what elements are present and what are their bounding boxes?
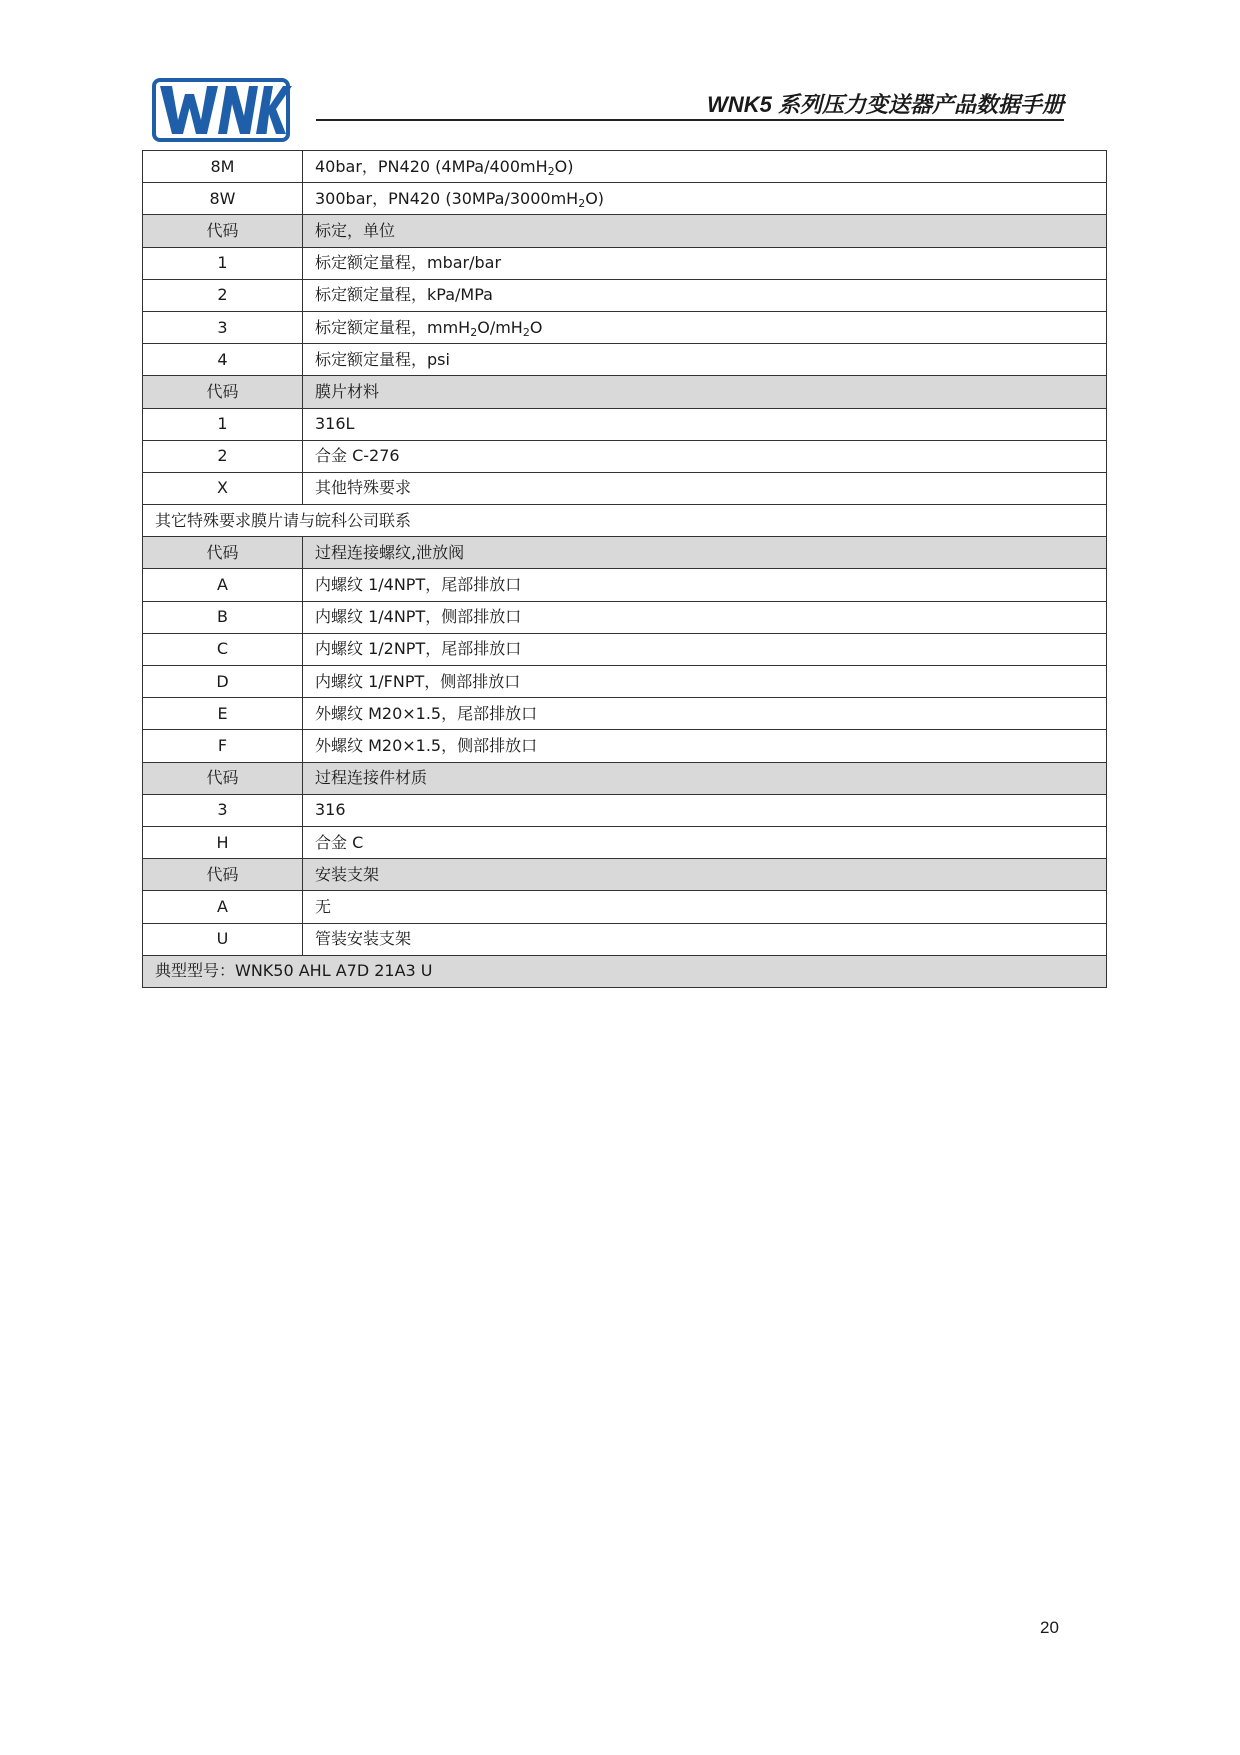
description-cell: 316: [303, 794, 1107, 826]
description-cell: 标定额定量程，mbar/bar: [303, 247, 1107, 279]
code-cell: B: [143, 601, 303, 633]
page-number: 20: [1040, 1618, 1059, 1637]
table-row: [143, 440, 1107, 472]
section-header-bracket: [143, 859, 1107, 891]
table-row: [143, 408, 1107, 440]
code-header: 代码: [143, 537, 303, 569]
code-header: 代码: [143, 762, 303, 794]
section-header-diaphragm: [143, 376, 1107, 408]
description-cell: 无: [303, 891, 1107, 923]
code-cell: 8M: [143, 151, 303, 183]
typical-model-row: [143, 955, 1107, 987]
diaphragm-note-row: [143, 505, 1107, 537]
description-cell: 内螺纹 1/4NPT，侧部排放口: [303, 601, 1107, 633]
description-cell: 标定额定量程，psi: [303, 344, 1107, 376]
code-cell: C: [143, 633, 303, 665]
code-cell: 2: [143, 440, 303, 472]
code-cell: A: [143, 569, 303, 601]
header-divider: [316, 119, 1064, 121]
description-cell: 合金 C-276: [303, 440, 1107, 472]
document-title: WNK5 系列压力变送器产品数据手册: [707, 92, 1064, 117]
section-header-thread: [143, 537, 1107, 569]
description-cell: 316L: [303, 408, 1107, 440]
table-row: [143, 826, 1107, 858]
wnk-logo-graphic: [152, 76, 294, 144]
table-row: [143, 633, 1107, 665]
code-cell: F: [143, 730, 303, 762]
code-cell: 3: [143, 794, 303, 826]
description-cell: 外螺纹 M20×1.5，侧部排放口: [303, 730, 1107, 762]
code-cell: 1: [143, 408, 303, 440]
description-cell: 内螺纹 1/FNPT，侧部排放口: [303, 666, 1107, 698]
description-cell: 合金 C: [303, 826, 1107, 858]
description-cell: 内螺纹 1/2NPT，尾部排放口: [303, 633, 1107, 665]
description-cell: 外螺纹 M20×1.5，尾部排放口: [303, 698, 1107, 730]
table-row: [143, 698, 1107, 730]
description-cell: 其他特殊要求: [303, 472, 1107, 504]
code-cell: 3: [143, 311, 303, 343]
table-row: [143, 247, 1107, 279]
description-cell: 标定额定量程，kPa/MPa: [303, 279, 1107, 311]
code-cell: E: [143, 698, 303, 730]
diaphragm-note: 其它特殊要求膜片请与皖科公司联系: [143, 505, 1107, 537]
section-header-calibration: [143, 215, 1107, 247]
description-cell: 内螺纹 1/4NPT，尾部排放口: [303, 569, 1107, 601]
code-cell: 1: [143, 247, 303, 279]
table-row: [143, 666, 1107, 698]
code-header: 代码: [143, 376, 303, 408]
section-title: 安装支架: [303, 859, 1107, 891]
table-row: [143, 569, 1107, 601]
table-row: [143, 794, 1107, 826]
product-code-table: [142, 150, 1107, 988]
code-cell: 4: [143, 344, 303, 376]
code-cell: H: [143, 826, 303, 858]
code-header: 代码: [143, 859, 303, 891]
code-cell: U: [143, 923, 303, 955]
table-row: [143, 601, 1107, 633]
code-cell: 8W: [143, 183, 303, 215]
section-header-connection-material: [143, 762, 1107, 794]
description-cell: 300bar，PN420 $(30MPa/3000mH_2O)$: [303, 183, 1107, 215]
code-cell: X: [143, 472, 303, 504]
description-cell: 40bar，PN420 $(4MPa/400mH_2O)$: [303, 151, 1107, 183]
table-row: [143, 151, 1107, 183]
section-title: 过程连接件材质: [303, 762, 1107, 794]
table-row: [143, 730, 1107, 762]
section-title: 标定，单位: [303, 215, 1107, 247]
description-cell: 管装安装支架: [303, 923, 1107, 955]
section-title: 过程连接螺纹,泄放阀: [303, 537, 1107, 569]
table-row: [143, 472, 1107, 504]
code-cell: D: [143, 666, 303, 698]
code-cell: A: [143, 891, 303, 923]
table-row: [143, 344, 1107, 376]
table-row: [143, 923, 1107, 955]
table-row: [143, 891, 1107, 923]
description-cell: 标定额定量程，$mmH_2O/mH_2O$: [303, 311, 1107, 343]
code-header: 代码: [143, 215, 303, 247]
code-cell: 2: [143, 279, 303, 311]
wnk-logo: [152, 76, 294, 144]
section-title: 膜片材料: [303, 376, 1107, 408]
table-row: [143, 279, 1107, 311]
typical-model: 典型型号：WNK50 AHL A7D 21A3 U: [143, 955, 1107, 987]
table-row: [143, 183, 1107, 215]
table-row: [143, 311, 1107, 343]
